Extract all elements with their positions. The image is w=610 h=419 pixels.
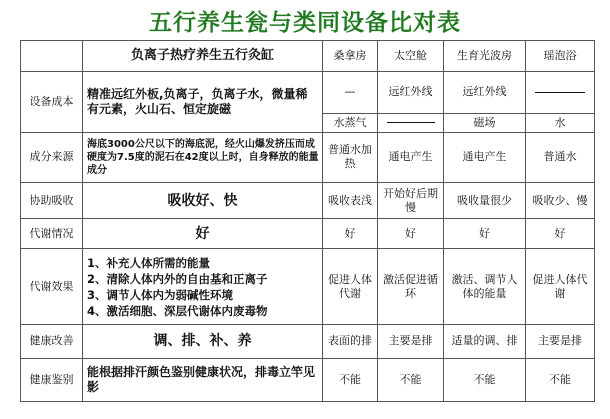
diagnosis-product-cell: 能根据排汗颜色鉴别健康状况，排毒立竿见影 (83, 359, 323, 402)
table-row-effect (21, 249, 595, 324)
metabolism-capsule-cell: 好 (378, 218, 444, 249)
health-light-cell: 适量的调、排 (444, 324, 526, 359)
table-row-source (21, 132, 595, 183)
column-header-jacuzzi: 瑶泡浴 (526, 41, 595, 72)
table-row-absorb (21, 183, 595, 219)
cost-jacuzzi-cell (526, 71, 595, 132)
row-label-source: 成分来源 (21, 132, 83, 183)
metabolism-light-cell: 好 (444, 218, 526, 249)
dash-line (535, 92, 585, 93)
absorb-light-cell: 吸收量很少 (444, 183, 526, 219)
health-product-cell: 调、排、补、养 (83, 324, 323, 359)
effect-sauna-cell: 促进人体代谢 (323, 249, 378, 324)
effect-product-cell (83, 249, 323, 324)
column-header-space-capsule: 太空舱 (378, 41, 444, 72)
effect-item: 4、激活细胞、深层代谢体内废毒物 (87, 303, 268, 318)
row-label-health: 健康改善 (21, 324, 83, 359)
cost-light-bottom: 磁场 (444, 113, 525, 132)
table-row-cost (21, 71, 595, 132)
metabolism-product-cell: 好 (83, 218, 323, 249)
column-header-sauna: 桑拿房 (323, 41, 378, 72)
effect-light-cell: 激活、调节人体的能量 (444, 249, 526, 324)
effect-capsule-cell: 激活促进循环 (378, 249, 444, 324)
metabolism-sauna-cell: 好 (323, 218, 378, 249)
column-header-light-room: 生育光波房 (444, 41, 526, 72)
effect-item: 2、清除人体内外的自由基和正离子 (87, 271, 268, 286)
cost-capsule-top: 远红外线 (388, 85, 433, 98)
row-label-effect: 代谢效果 (21, 249, 83, 324)
health-jacuzzi-cell: 主要是排 (526, 324, 595, 359)
source-jacuzzi-cell: 普通水 (526, 132, 595, 183)
cost-sauna-top: — (344, 85, 356, 98)
health-capsule-cell: 主要是排 (378, 324, 444, 359)
row-label-diagnosis: 健康鉴别 (21, 359, 83, 402)
table-row-metabolism (21, 218, 595, 249)
effect-jacuzzi-cell: 促进人体代谢 (526, 249, 595, 324)
effect-item: 1、补充人体所需的能量 (87, 255, 211, 270)
diagnosis-capsule-cell: 不能 (378, 359, 444, 402)
corner-cell (21, 41, 83, 72)
cost-capsule-cell (378, 71, 444, 132)
cost-jacuzzi-bottom: 水 (526, 113, 594, 132)
source-product-cell: 海底3000公尺以下的海底泥，经火山爆发挤压而成硬度为7.5度的泥石在42度以上时，自身释放的能量成分 (83, 132, 323, 183)
effect-item: 3、调节人体内为弱碱性环境 (87, 287, 234, 302)
table-row-diagnosis (21, 359, 595, 402)
source-light-cell: 通电产生 (444, 132, 526, 183)
diagnosis-jacuzzi-cell: 不能 (526, 359, 595, 402)
diagnosis-sauna-cell: 不能 (323, 359, 378, 402)
cost-product-cell: 精准远红外板,负离子，负离子水，微量稀有元素，火山石、恒定旋磁 (83, 71, 323, 132)
absorb-sauna-cell: 吸收表浅 (323, 183, 378, 219)
header-row (21, 41, 595, 72)
cost-light-top: 远红外线 (462, 85, 507, 98)
absorb-jacuzzi-cell: 吸收少、慢 (526, 183, 595, 219)
absorb-product-cell: 吸收好、快 (83, 183, 323, 219)
row-label-cost: 设备成本 (21, 71, 83, 132)
health-sauna-cell: 表面的排 (323, 324, 378, 359)
cost-capsule-bottom (378, 113, 443, 132)
diagnosis-light-cell: 不能 (444, 359, 526, 402)
absorb-capsule-cell: 开始好后期慢 (378, 183, 444, 219)
cost-light-cell (444, 71, 526, 132)
source-capsule-cell: 通电产生 (378, 132, 444, 183)
column-header-product: 负离子热疗养生五行灸缸 (83, 41, 323, 72)
metabolism-jacuzzi-cell: 好 (526, 218, 595, 249)
cost-sauna-cell (323, 71, 378, 132)
row-label-absorb: 协助吸收 (21, 183, 83, 219)
page-title: 五行养生瓮与类同设备比对表 (149, 9, 461, 36)
row-label-metabolism: 代谢情况 (21, 218, 83, 249)
cost-sauna-bottom: 水蒸气 (323, 113, 377, 132)
table-row-health (21, 324, 595, 359)
comparison-table (20, 40, 595, 402)
source-sauna-cell: 普通水加热 (323, 132, 378, 183)
dash-line (387, 122, 435, 123)
cost-jacuzzi-top (526, 72, 594, 113)
